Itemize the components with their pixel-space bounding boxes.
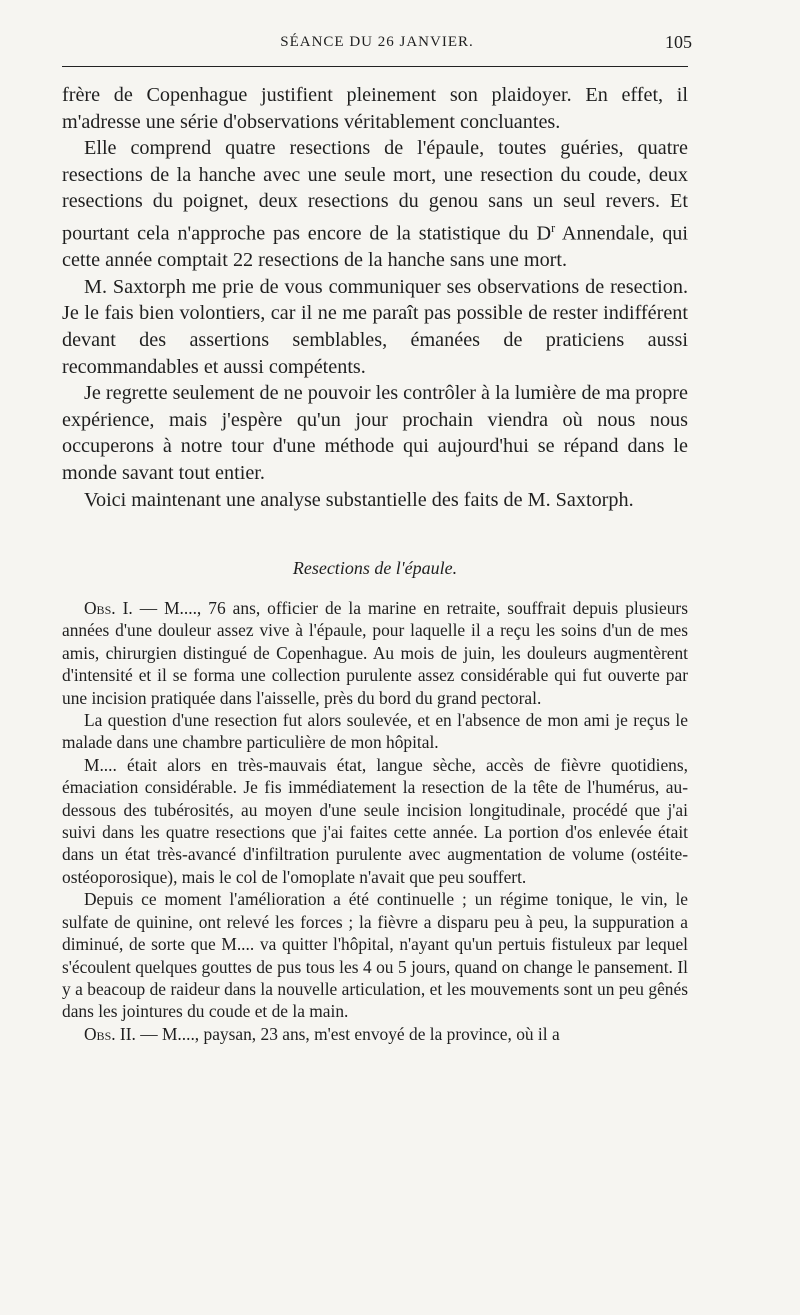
paragraph-text: Elle comprend quatre resections de l'épaule, toutes guéries, quatre resections de la hanche avec une seule mort, une resection du coude, deux resections du poignet, deux resections du genou sans un seul revers. Et pourtant cela n'approche pas encore de la statistique du D <box>62 137 688 245</box>
paragraph: frère de Copenhague justifient pleinement son plaidoyer. En effet, il m'adresse une série d'observations véritablement concluantes. <box>62 84 688 133</box>
paragraph: M.... était alors en très-mauvais état, langue sèche, accès de fièvre quotidiens, émaciation considérable. Je fis immédiatement la resection de la tête de l'humérus, au-dessous des tubérosités, au moyen d'une seule incision longitudinale, procédé que j'ai suivi dans les quatre resections que j'ai faites cette année. La portion d'os enlevée était dans un état très-avancé d'infiltration purulente avec augmentation de volume (ostéite-ostéoporosique), mais le col de l'omoplate n'avait que peu souffert. <box>62 754 688 887</box>
intro-section <box>62 82 688 513</box>
paragraph: Depuis ce moment l'amélioration a été continuelle ; un régime tonique, le vin, le sulfate de quinine, ont relevé les forces ; la fièvre a disparu peu à peu, la suppuration a diminué, de sorte que M.... va quitter l'hôpital, n'ayant qu'un pertuis fistuleux par lequel s'écoulent quelques gouttes de pus tous les 4 ou 5 jours, quand on change le pansement. Il y a beacoup de raideur dans la nouvelle articulation, et les mouvements sont un peu gênés dans les jointures du coude et de la main. <box>62 889 688 1022</box>
paragraph-text: M...., 76 ans, officier de la marine en retraite, souffrait depuis plusieurs années d'une douleur assez vive à l'épaule, pour laquelle il a reçu les soins d'un de mes amis, chirurgien distingué de Copenhague. Au mois de juin, les douleurs augmentèrent d'intensité et il se forma une collection purulente assez considérable qui fut ouverte par une incision pratiquée dans l'aisselle, près du bord du grand pectoral. <box>62 598 688 708</box>
header-rule <box>62 66 688 67</box>
running-title: SÉANCE DU 26 JANVIER. <box>280 34 474 50</box>
paragraph: La question d'une resection fut alors soulevée, et en l'absence de mon ami je reçus le malade dans une chambre particulière de mon hôpital. <box>62 710 688 753</box>
observations-section <box>62 597 688 1045</box>
paragraph <box>62 1023 688 1045</box>
page-number: 105 <box>665 32 692 52</box>
running-header <box>62 32 692 56</box>
paragraph <box>62 597 688 709</box>
paragraph <box>62 135 688 274</box>
paragraph: Voici maintenant une analyse substantielle des faits de M. Saxtorph. <box>84 488 634 511</box>
superscript: r <box>551 220 556 235</box>
paragraph-text: M...., paysan, 23 ans, m'est envoyé de la province, où il a <box>157 1023 560 1044</box>
obs-label: Obs. II. — <box>84 1023 158 1044</box>
paragraph: M. Saxtorph me prie de vous communiquer ses observations de resection. Je le fais bien volontiers, car il ne me paraît pas possible de rester indifférent devant des assertions semblables, émanées de praticiens aussi recommandables et aussi compétents. <box>62 275 688 378</box>
paragraph-text: Annendale, qui cette année comptait 22 resections de la hanche sans une mort. <box>62 222 688 272</box>
paragraph: Je regrette seulement de ne pouvoir les contrôler à la lumière de ma propre expérience, mais j'espère qu'un jour prochain viendra où nous nous occuperons à notre tour d'une méthode qui aujourd'hui se répand dans le monde savant tout entier. <box>62 382 688 485</box>
obs-label: Obs. I. — <box>84 598 158 618</box>
section-heading: Resections de l'épaule. <box>292 558 458 578</box>
